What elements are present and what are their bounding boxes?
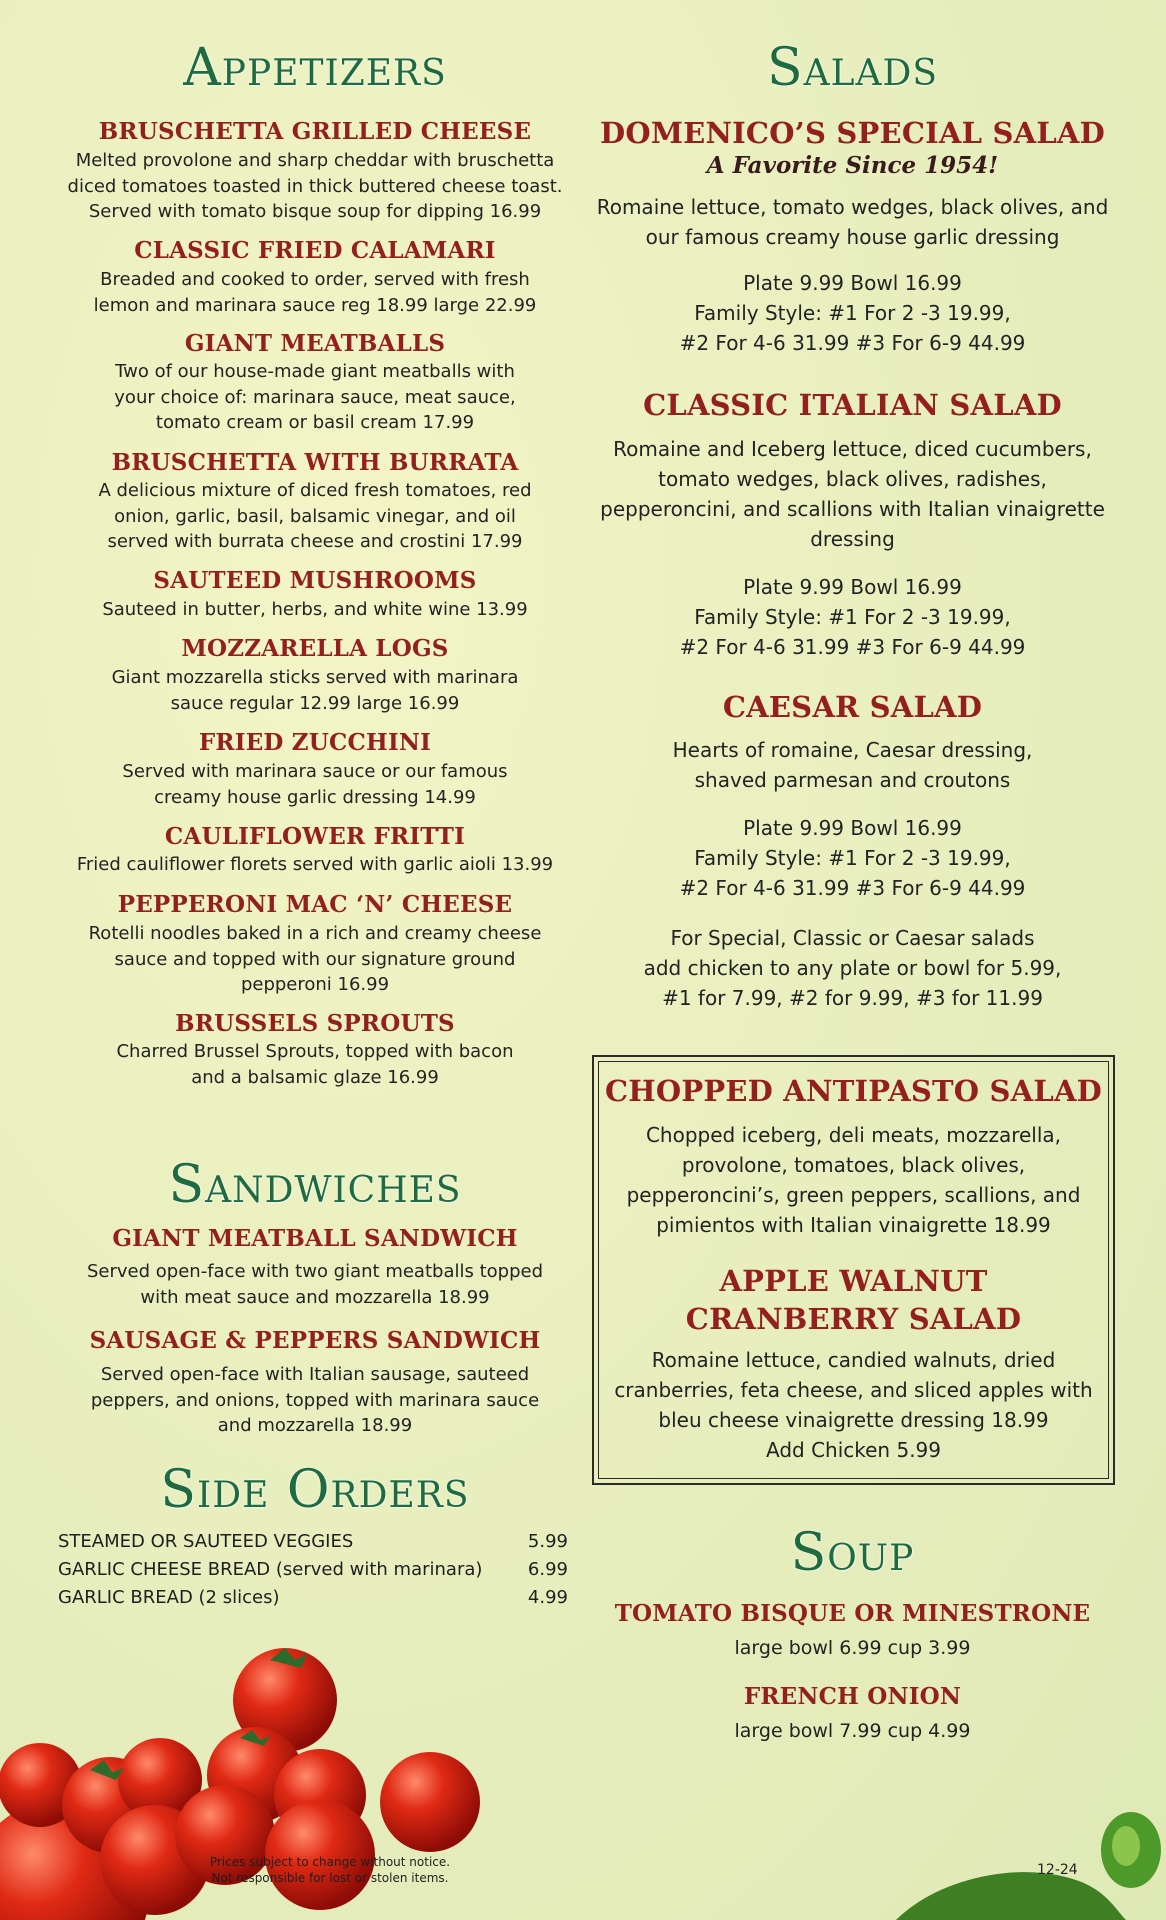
item-title: DOMENICO’S SPECIAL SALAD [600,116,1105,150]
item-description: Breaded and cooked to order, served with fresh lemon and marinara sauce reg 18.99 large 22.99 [93,269,537,316]
item-title: FRENCH ONION [743,1683,962,1710]
item-title: BRUSCHETTA WITH BURRATA [111,449,519,476]
item-title: GIANT MEATBALLS [184,330,446,357]
soup-section [595,0,1110,1760]
item-title: CAESAR SALAD [722,690,983,724]
side-item-name: GARLIC CHEESE BREAD (served with marinara) [58,1559,483,1580]
side-orders-heading: Side Orders [160,1460,470,1520]
item-description: Giant mozzarella sticks served with marinara sauce regular 12.99 large 16.99 [111,667,519,714]
item-description: Served open-face with two giant meatballs topped with meat sauce and mozzarella 18.99 [87,1261,543,1308]
item-title: FRIED ZUCCHINI [198,729,432,756]
price-block: Plate 9.99 Bowl 16.99 Family Style: #1 For 2 -3 19.99, #2 For 4-6 31.99 #3 For 6-9 44.99 [679,575,1026,659]
side-item-price: 6.99 [527,1559,568,1580]
item-title: APPLE WALNUT CRANBERRY SALAD [685,1264,1022,1336]
item-description: A delicious mixture of diced fresh tomatoes, red onion, garlic, basil, balsamic vinegar, and oil served with burrata cheese and crostini 17.99 [98,480,532,552]
item-title: TOMATO BISQUE OR MINESTRONE [614,1600,1091,1627]
item-description: Romaine lettuce, candied walnuts, dried cranberries, feta cheese, and sliced apples with bleu cheese vinaigrette dressing 18.99 Add Chicken 5.99 [614,1348,1093,1462]
soup-heading: Soup [790,1523,915,1583]
salads-heading: Salads [766,38,939,98]
item-title: BRUSSELS SPROUTS [175,1010,455,1037]
list-item [58,1556,568,1584]
chicken-note: For Special, Classic or Caesar salads add chicken to any plate or bowl for 5.99, #1 for 7.99, #2 for 9.99, #3 for 11.99 [643,926,1062,1010]
price-block: Plate 9.99 Bowl 16.99 Family Style: #1 For 2 -3 19.99, #2 For 4-6 31.99 #3 For 6-9 44.99 [679,816,1026,900]
price-line: large bowl 6.99 cup 3.99 [734,1637,971,1659]
item-title: CLASSIC ITALIAN SALAD [643,388,1062,422]
item-title: SAUTEED MUSHROOMS [153,567,477,594]
price-line: large bowl 7.99 cup 4.99 [734,1720,971,1742]
item-description: Served open-face with Italian sausage, sauteed peppers, and onions, topped with marinara sauce and mozzarella 18.99 [90,1364,540,1436]
item-description: Served with marinara sauce or our famous creamy house garlic dressing 14.99 [122,761,508,808]
item-title: MOZZARELLA LOGS [181,635,449,662]
item-description: Charred Brussel Sprouts, topped with bacon and a balsamic glaze 16.99 [116,1041,514,1088]
side-item-price: 4.99 [527,1587,568,1608]
side-item-name: GARLIC BREAD (2 slices) [58,1587,280,1608]
item-description: Hearts of romaine, Caesar dressing, shaved parmesan and croutons [672,738,1033,792]
side-item-price: 5.99 [527,1531,568,1552]
pepper-illustration [876,1780,1166,1920]
list-item [58,1528,568,1556]
item-title: SAUSAGE & PEPPERS SANDWICH [89,1327,541,1354]
sandwiches-heading: Sandwiches [168,1155,462,1215]
item-title: PEPPERONI MAC ‘N’ CHEESE [117,891,513,918]
appetizers-heading: Appetizers [183,38,447,98]
item-description: Rotelli noodles baked in a rich and creamy cheese sauce and topped with our signature ground pepperoni 16.99 [88,923,542,995]
item-title: CHOPPED ANTIPASTO SALAD [604,1074,1103,1108]
price-block: Plate 9.99 Bowl 16.99 Family Style: #1 For 2 -3 19.99, #2 For 4-6 31.99 #3 For 6-9 44.99 [679,271,1026,355]
item-title: GIANT MEATBALL SANDWICH [112,1225,518,1252]
pepper-highlight [1112,1826,1140,1866]
item-description: Sauteed in butter, herbs, and white wine 13.99 [102,599,528,620]
left-column [55,0,575,1540]
item-title: CLASSIC FRIED CALAMARI [134,237,496,264]
side-item-name: STEAMED OR SAUTEED VEGGIES [58,1531,354,1552]
item-description: Two of our house-made giant meatballs with your choice of: marinara sauce, meat sauce, tomato cream or basil cream 17.99 [114,361,516,433]
tomato [380,1752,480,1852]
item-description: Romaine lettuce, tomato wedges, black olives, and our famous creamy house garlic dressing [596,195,1109,249]
footer-note: Prices subject to change without notice. Not responsible for lost or stolen items. [209,1855,451,1885]
menu-version-code: 12-24 [1037,1862,1078,1878]
item-description: Melted provolone and sharp cheddar with bruschetta diced tomatoes toasted in thick buttered cheese toast. Served with tomato bisque soup for dipping 16.99 [67,150,563,222]
list-item [58,1584,568,1612]
item-title: CAULIFLOWER FRITTI [164,823,466,850]
pepper-leaf [896,1872,1126,1920]
item-description: Romaine and Iceberg lettuce, diced cucumbers, tomato wedges, black olives, radishes, pepperoncini, and scallions with Italian vinaigrette dressing [600,437,1105,551]
item-description: Fried cauliflower florets served with garlic aioli 13.99 [76,854,554,875]
tagline: A Favorite Since 1954! [706,152,999,179]
item-description: Chopped iceberg, deli meats, mozzarella, provolone, tomatoes, black olives, pepperoncini’s, green peppers, scallions, and pimientos with Italian vinaigrette 18.99 [626,1123,1081,1237]
item-title: BRUSCHETTA GRILLED CHEESE [98,118,532,145]
side-orders-list [58,1528,568,1612]
